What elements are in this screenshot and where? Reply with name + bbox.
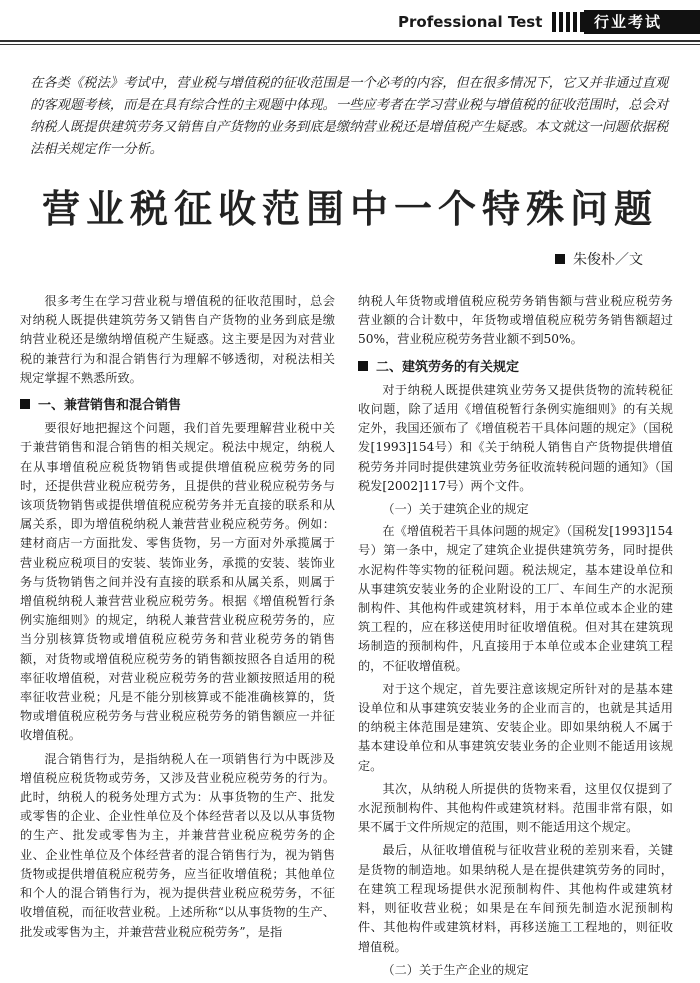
square-bullet-icon [555, 254, 565, 264]
right-column [358, 292, 673, 983]
subsection-heading-1: （一）关于建筑企业的规定 [382, 502, 529, 517]
section-tag: 行业考试 [584, 10, 700, 34]
left-column [20, 292, 335, 946]
intro-paragraph: 很多考生在学习营业税与增值税的征收范围时，总会对纳税人既提供建筑劳务又销售自产货物的业务到底是缴纳营业税还是缴纳增值税产生疑惑。这主要是因为对营业税的兼营行为和混合销售行为理解不够透彻，对税法相关规定掌握不熟悉所致。 [20, 294, 335, 385]
paragraph: 对于纳税人既提供建筑业劳务又提供货物的流转税征收问题，除了适用《增值税暂行条例实施细则》的有关规定外，我国还颁布了《增值税若干具体问题的规定》（国税发[1993]154号）和《关于纳税人销售自产货物提供增值税劳务并同时提供建筑业劳务征收流转税问题的通知》（国税发[2002]117号）两个文件。 [358, 382, 673, 493]
paragraph-continued: 纳税人年货物或增值税应税劳务销售额与营业税应税劳务营业额的合计数中，年货物或增值税应税劳务销售额超过50%，营业税应税劳务营业额不到50%。 [358, 294, 673, 347]
author-name: 朱俊朴／文 [573, 252, 643, 268]
paragraph: 最后，从征收增值税与征收营业税的差别来看，关键是货物的制造地。如果纳税人是在提供建筑劳务的同时，在建筑工程现场提供水泥预制构件、其他构件或建筑材料，则征收营业税；如果是在车间预先制造水泥预制构件、其他构件或建筑材料，再移送施工工程地的，则征收增值税。 [358, 843, 673, 954]
paragraph: 其次，从纳税人所提供的货物来看，这里仅仅提到了水泥预制构件、其他构件或建筑材料。范围非常有限，如果不属于文件所规定的范围，则不能适用这个规定。 [358, 781, 673, 835]
article-title: 营业税征收范围中一个特殊问题 [41, 187, 658, 231]
subsection-heading-2: （二）关于生产企业的规定 [382, 962, 529, 977]
paragraph: 在《增值税若干具体问题的规定》（国税发[1993]154号）第一条中，规定了建筑企业提供建筑劳务，同时提供水泥构件等实物的征税问题。税法规定，基本建设单位和从事建筑安装业务的企业附设的工厂、车间生产的水泥预制构件、其他构件或建筑材料，用于本单位或本企业的建筑工程的，应在移送使用时征收增值税。但对其在建筑现场制造的预制构件，凡直接用于本单位或本企业建筑工程的，不征收增值税。 [358, 524, 673, 673]
abstract: 在各类《税法》考试中，营业税与增值税的征收范围是一个必考的内容，但在很多情况下，它又并非通过直观的客观题考核，而是在具有综合性的主观题中体现。一些应考者在学习营业税与增值税的征收范围时，总会对纳税人既提供建筑劳务又销售自产货物的业务到底是缴纳营业税还是增值税产生疑惑。本文就这一问题依据税法相关规定作一分析。 [30, 76, 669, 157]
author-line [555, 249, 643, 269]
section-heading-2: 二、建筑劳务的有关规定 [358, 358, 673, 377]
paragraph: 要很好地把握这个问题，我们首先要理解营业税中关于兼营销售和混合销售的相关规定。税法中规定，纳税人在从事增值税应税货物销售或提供增值税应税劳务的同时，还提供营业税应税劳务，且提供的营业税应税劳务与该项货物销售或提供增值税应税劳务并无直接的联系和从属关系，即为增值税纳税人兼营营业税应税劳务。例如：建材商店一方面批发、零售货物，另一方面对外承揽属于营业税应税项目的安装、装饰业务，承揽的安装、装饰业务与货物销售之间并没有直接的联系和从属关系，则属于增值税纳税人兼营营业税应税劳务。根据《增值税暂行条例实施细则》的规定，纳税人兼营营业税应税劳务的，应当分别核算货物或增值税应税劳务和营业税劳务的销售额，对货物或增值税应税劳务的销售额按照各自适用的税率征收增值税，对营业税应税劳务的营业额按照适用的税率征收营业税；凡是不能分别核算或不能准确核算的，货物或增值税应税劳务与营业税应税劳务的销售额应一并征收增值税。 [20, 421, 335, 743]
square-bullet-icon [358, 361, 368, 371]
paragraph: 对于这个规定，首先要注意该规定所针对的是基本建设单位和从事建筑安装业务的企业而言的，也就是其适用的纳税主体范围是建筑、安装企业。即如果纳税人不属于基本建设单位和从事建筑安装业务的企业则不能适用该规定。 [358, 681, 673, 773]
page-header [0, 10, 700, 38]
section-heading-1: 一、兼营销售和混合销售 [20, 396, 335, 415]
paragraph: 混合销售行为，是指纳税人在一项销售行为中既涉及增值税应税货物或劳务，又涉及营业税应税劳务的行为。此时，纳税人的税务处理方式为：从事货物的生产、批发或零售的企业、企业性单位及个体经营者以及以从事货物的生产、批发或零售为主，并兼营营业税应税劳务的企业、企业性单位及个体经营者的混合销售行为，视为销售货物或提供增值税应税劳务，应当征收增值税；其他单位和个人的混合销售行为，视为提供营业税应税劳务，不征收增值税，而征收营业税。上述所称“以从事货物的生产、批发或零售为主，并兼营营业税应税劳务”，是指 [20, 751, 335, 939]
journal-section-label: Professional Test [398, 13, 543, 31]
header-rule [0, 40, 700, 42]
square-bullet-icon [20, 399, 30, 409]
header-rule-thin [0, 44, 700, 45]
